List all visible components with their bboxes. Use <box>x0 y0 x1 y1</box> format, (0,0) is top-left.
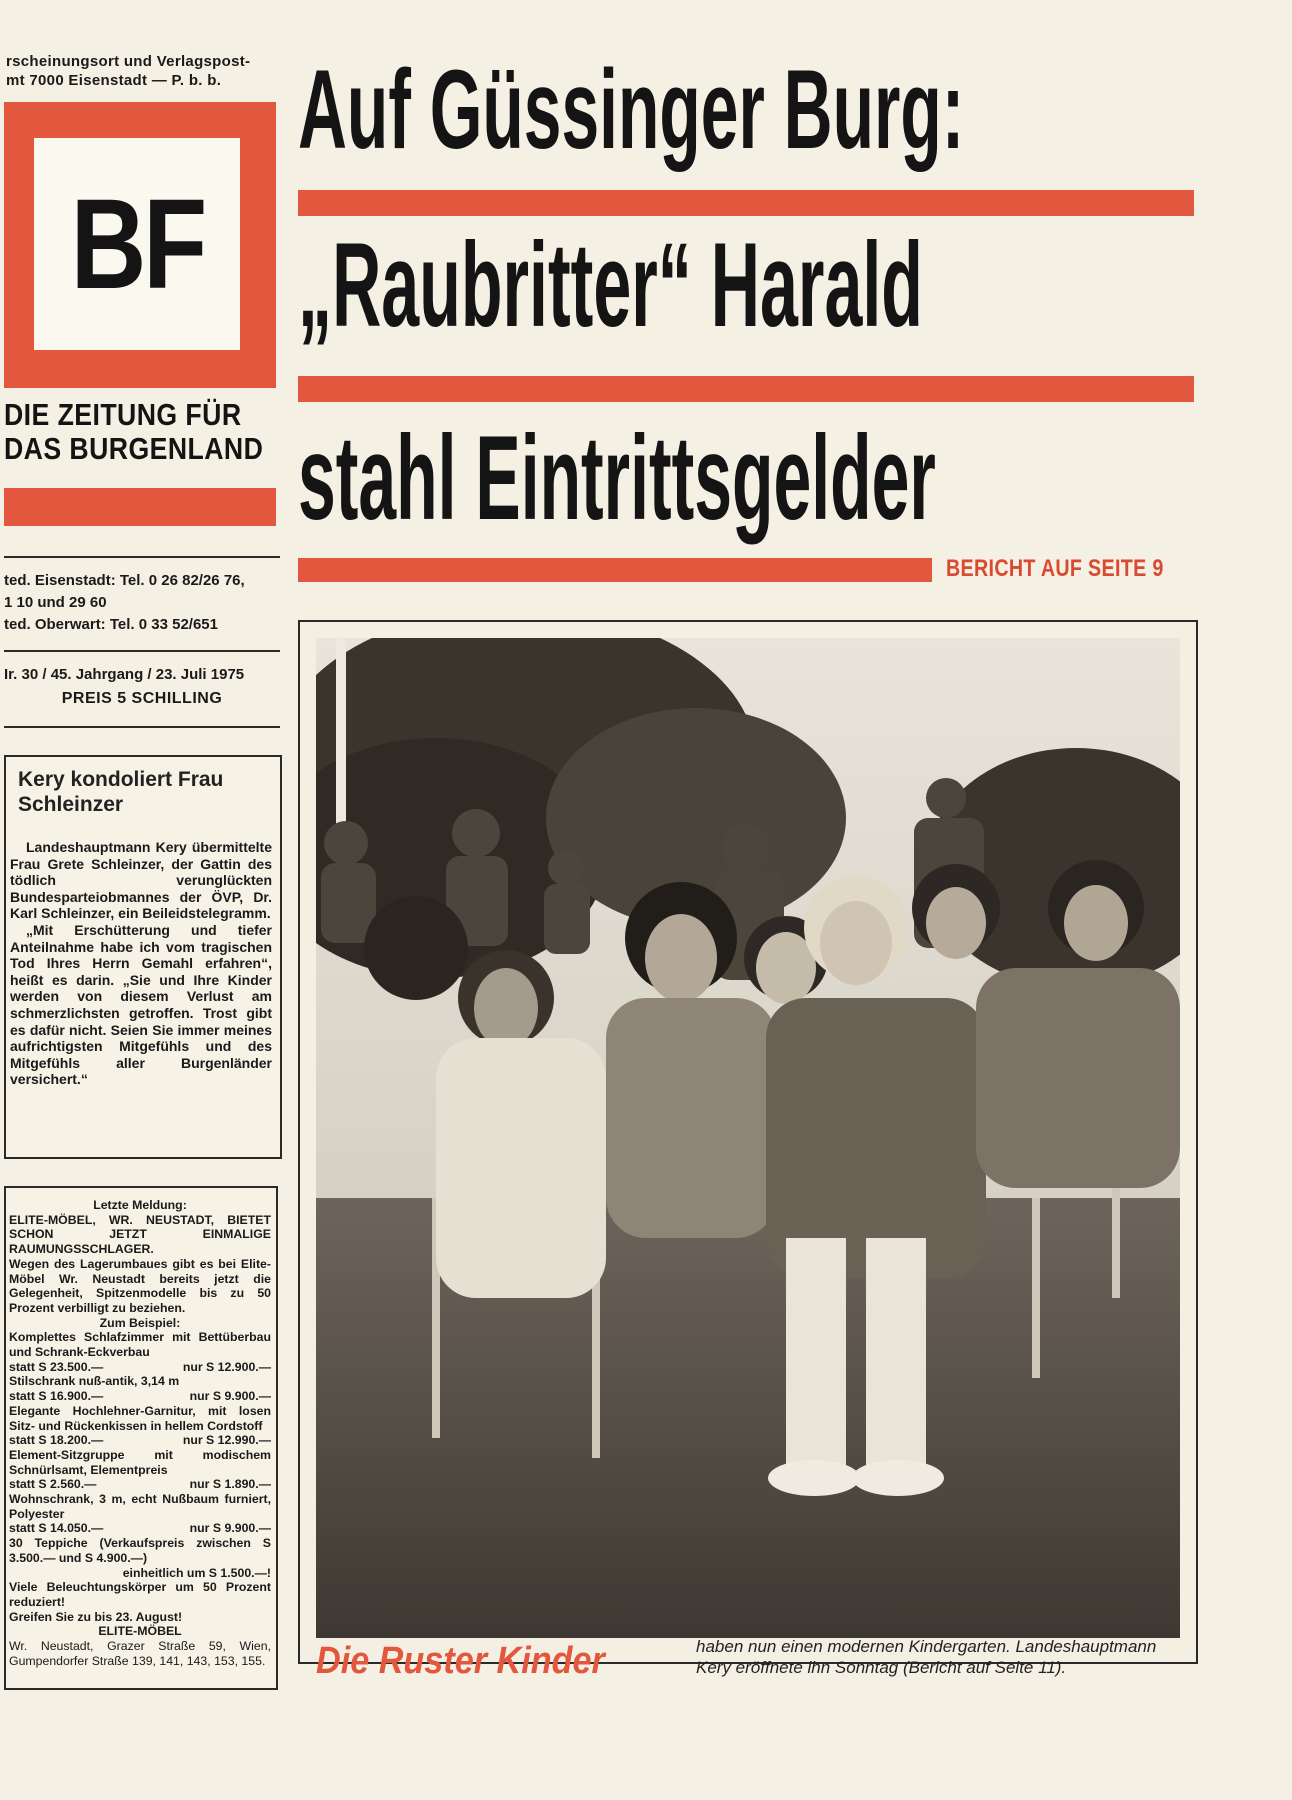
report-reference: BERICHT AUF SEITE 9 <box>946 555 1164 582</box>
ad-kicker: Letzte Meldung: <box>93 1198 187 1212</box>
price: PREIS 5 SCHILLING <box>61 690 223 707</box>
ad-item-prices <box>9 1360 271 1375</box>
kery-article <box>4 755 282 1159</box>
divider <box>4 556 280 558</box>
kindergarten-photo <box>316 638 1180 1638</box>
divider <box>4 726 280 728</box>
ad-item-prices <box>9 1521 271 1536</box>
ad-item <box>9 1448 271 1477</box>
logo-text: BF <box>70 172 204 316</box>
ad-address: Wr. Neustadt, Grazer Straße 59, Wien, Gumpendorfer Straße 139, 141, 143, 153, 155. <box>9 1639 271 1668</box>
ad-item-desc: mit Bettüberbau und Schrank-Eckverbau <box>9 1330 272 1360</box>
ad-item-old-price: statt S 14.050.— <box>9 1521 104 1536</box>
headline-line-2: „Raubritter“ Harald <box>298 218 923 352</box>
ad-deadline: Greifen Sie zu bis 23. August! <box>9 1609 183 1624</box>
issue-info: Ir. 30 / 45. Jahrgang / 23. Juli 1975 <box>4 666 245 683</box>
postal-info <box>6 52 282 90</box>
postal-info-line-2: mt 7000 Eisenstadt — P. b. b. <box>6 72 222 89</box>
logo-panel <box>34 138 240 350</box>
masthead-logo <box>4 102 276 388</box>
tagline-red-bar <box>4 488 276 526</box>
ad-company: ELITE-MÖBEL <box>98 1624 182 1639</box>
kery-article-body <box>10 839 272 1088</box>
tagline <box>4 397 264 466</box>
kery-paragraph: „Mit Erschütterung und tiefer Anteilnahme habe ich vom tragischen Tod Ihres Herrn Gemahl erfahren“, heißt es darin. „Sie und Ihre Kinder werden von diesem Verlust am schmerzlichsten getroffen. Trost gibt es dafür nicht. Seien Sie immer meines aufrichtigsten Mitgefühls und des Mitgefühls aller Burgenländer versichert.“ <box>10 921 272 1088</box>
ad-item-new-price: nur S 12.900.— <box>182 1359 271 1374</box>
ad-item-desc: mit modischem Schnürlsamt, Elementpreis <box>9 1447 271 1477</box>
ad-item-name: Element-Sitzgruppe <box>9 1447 125 1462</box>
ad-carpets-price: einheitlich um S 1.500.—! <box>122 1565 271 1580</box>
ad-item-desc: mit losen Sitz- und Rückenkissen in hellem Cordstoff <box>9 1403 272 1433</box>
ad-headline: ELITE-MÖBEL, WR. NEUSTADT, BIETET SCHON JETZT EINMALIGE RAUMUNGSSCHLAGER. <box>9 1212 271 1257</box>
ad-item-old-price: statt S 23.500.— <box>9 1359 104 1374</box>
ad-item-new-price: nur S 9.900.— <box>189 1389 271 1404</box>
ad-carpets: 30 Teppiche (Verkaufspreis zwischen S 3.500.— und S 4.900.—) <box>9 1536 271 1565</box>
elite-moebel-ad <box>4 1186 278 1690</box>
ad-item-old-price: statt S 2.560.— <box>9 1477 97 1492</box>
headline-line-1: Auf Güssinger Burg: <box>298 47 965 172</box>
ad-item-prices <box>9 1433 271 1448</box>
headline-red-bar <box>298 558 932 582</box>
ad-item-new-price: nur S 1.890.— <box>189 1477 271 1492</box>
ad-item-name: Komplettes Schlafzimmer <box>9 1330 164 1345</box>
contact-line-3: ted. Oberwart: Tel. 0 33 52/651 <box>4 616 218 633</box>
headline-line-3: stahl Eintrittsgelder <box>298 411 936 545</box>
ad-item-old-price: statt S 16.900.— <box>9 1389 104 1404</box>
ad-item <box>9 1330 271 1359</box>
ad-lights: Viele Beleuchtungskörper um 50 Prozent reduziert! <box>9 1580 271 1609</box>
photo-caption-title: Die Ruster Kinder <box>316 1640 605 1682</box>
ad-intro: Wegen des Lagerumbaues gibt es bei Elite-Möbel Wr. Neustadt bereits jetzt die Gelegenheit, Spitzenmodelle bis zu 50 Prozent verbilligt zu beziehen. <box>9 1256 271 1315</box>
postal-info-line-1: rscheinungsort und Verlagspost- <box>6 53 251 70</box>
contact-line-1: ted. Eisenstadt: Tel. 0 26 82/26 76, <box>4 572 245 589</box>
ad-item-prices <box>9 1389 271 1404</box>
headline-red-bar <box>298 190 1194 216</box>
ad-item-name: Elegante Hochlehner-Garnitur, <box>9 1403 196 1418</box>
tagline-line-1: DIE ZEITUNG FÜR <box>4 397 242 432</box>
ad-item <box>9 1404 271 1433</box>
ad-item <box>9 1374 271 1389</box>
contact-line-2: 1 10 und 29 60 <box>4 594 107 611</box>
ad-item-prices <box>9 1477 271 1492</box>
headline-red-bar <box>298 376 1194 402</box>
tagline-line-2: DAS BURGENLAND <box>4 431 264 466</box>
ad-item-new-price: nur S 12.990.— <box>182 1433 271 1448</box>
ad-item-new-price: nur S 9.900.— <box>189 1521 271 1536</box>
photo-caption-text: haben nun einen modernen Kindergarten. Landeshauptmann Kery eröffnete ihn Sonntag (Bericht auf Seite 11). <box>696 1637 1157 1677</box>
kery-paragraph: Landeshauptmann Kery übermittelte Frau Grete Schleinzer, der Gattin des tödlich verunglückten Bundesparteiobmannes der ÖVP, Dr. Karl Schleinzer, ein Beileidstelegramm. <box>10 839 272 922</box>
contact-info <box>4 570 282 636</box>
ad-item-desc: nuß-antik, 3,14 m <box>78 1374 180 1389</box>
ad-example-label: Zum Beispiel: <box>99 1315 181 1330</box>
ad-item-desc: 3 m, echt Nußbaum furniert, Polyester <box>9 1492 271 1521</box>
ad-item <box>9 1492 271 1521</box>
ad-body <box>9 1198 271 1669</box>
ad-item-old-price: statt S 18.200.— <box>9 1433 104 1448</box>
ad-item-name: Wohnschrank, <box>9 1492 94 1507</box>
divider <box>4 650 280 652</box>
photo-frame <box>298 620 1198 1664</box>
children-photo-illustration <box>316 638 1180 1638</box>
ad-item-name: Stilschrank <box>9 1374 76 1389</box>
kery-article-title: Kery kondoliert Frau Schleinzer <box>18 768 224 816</box>
